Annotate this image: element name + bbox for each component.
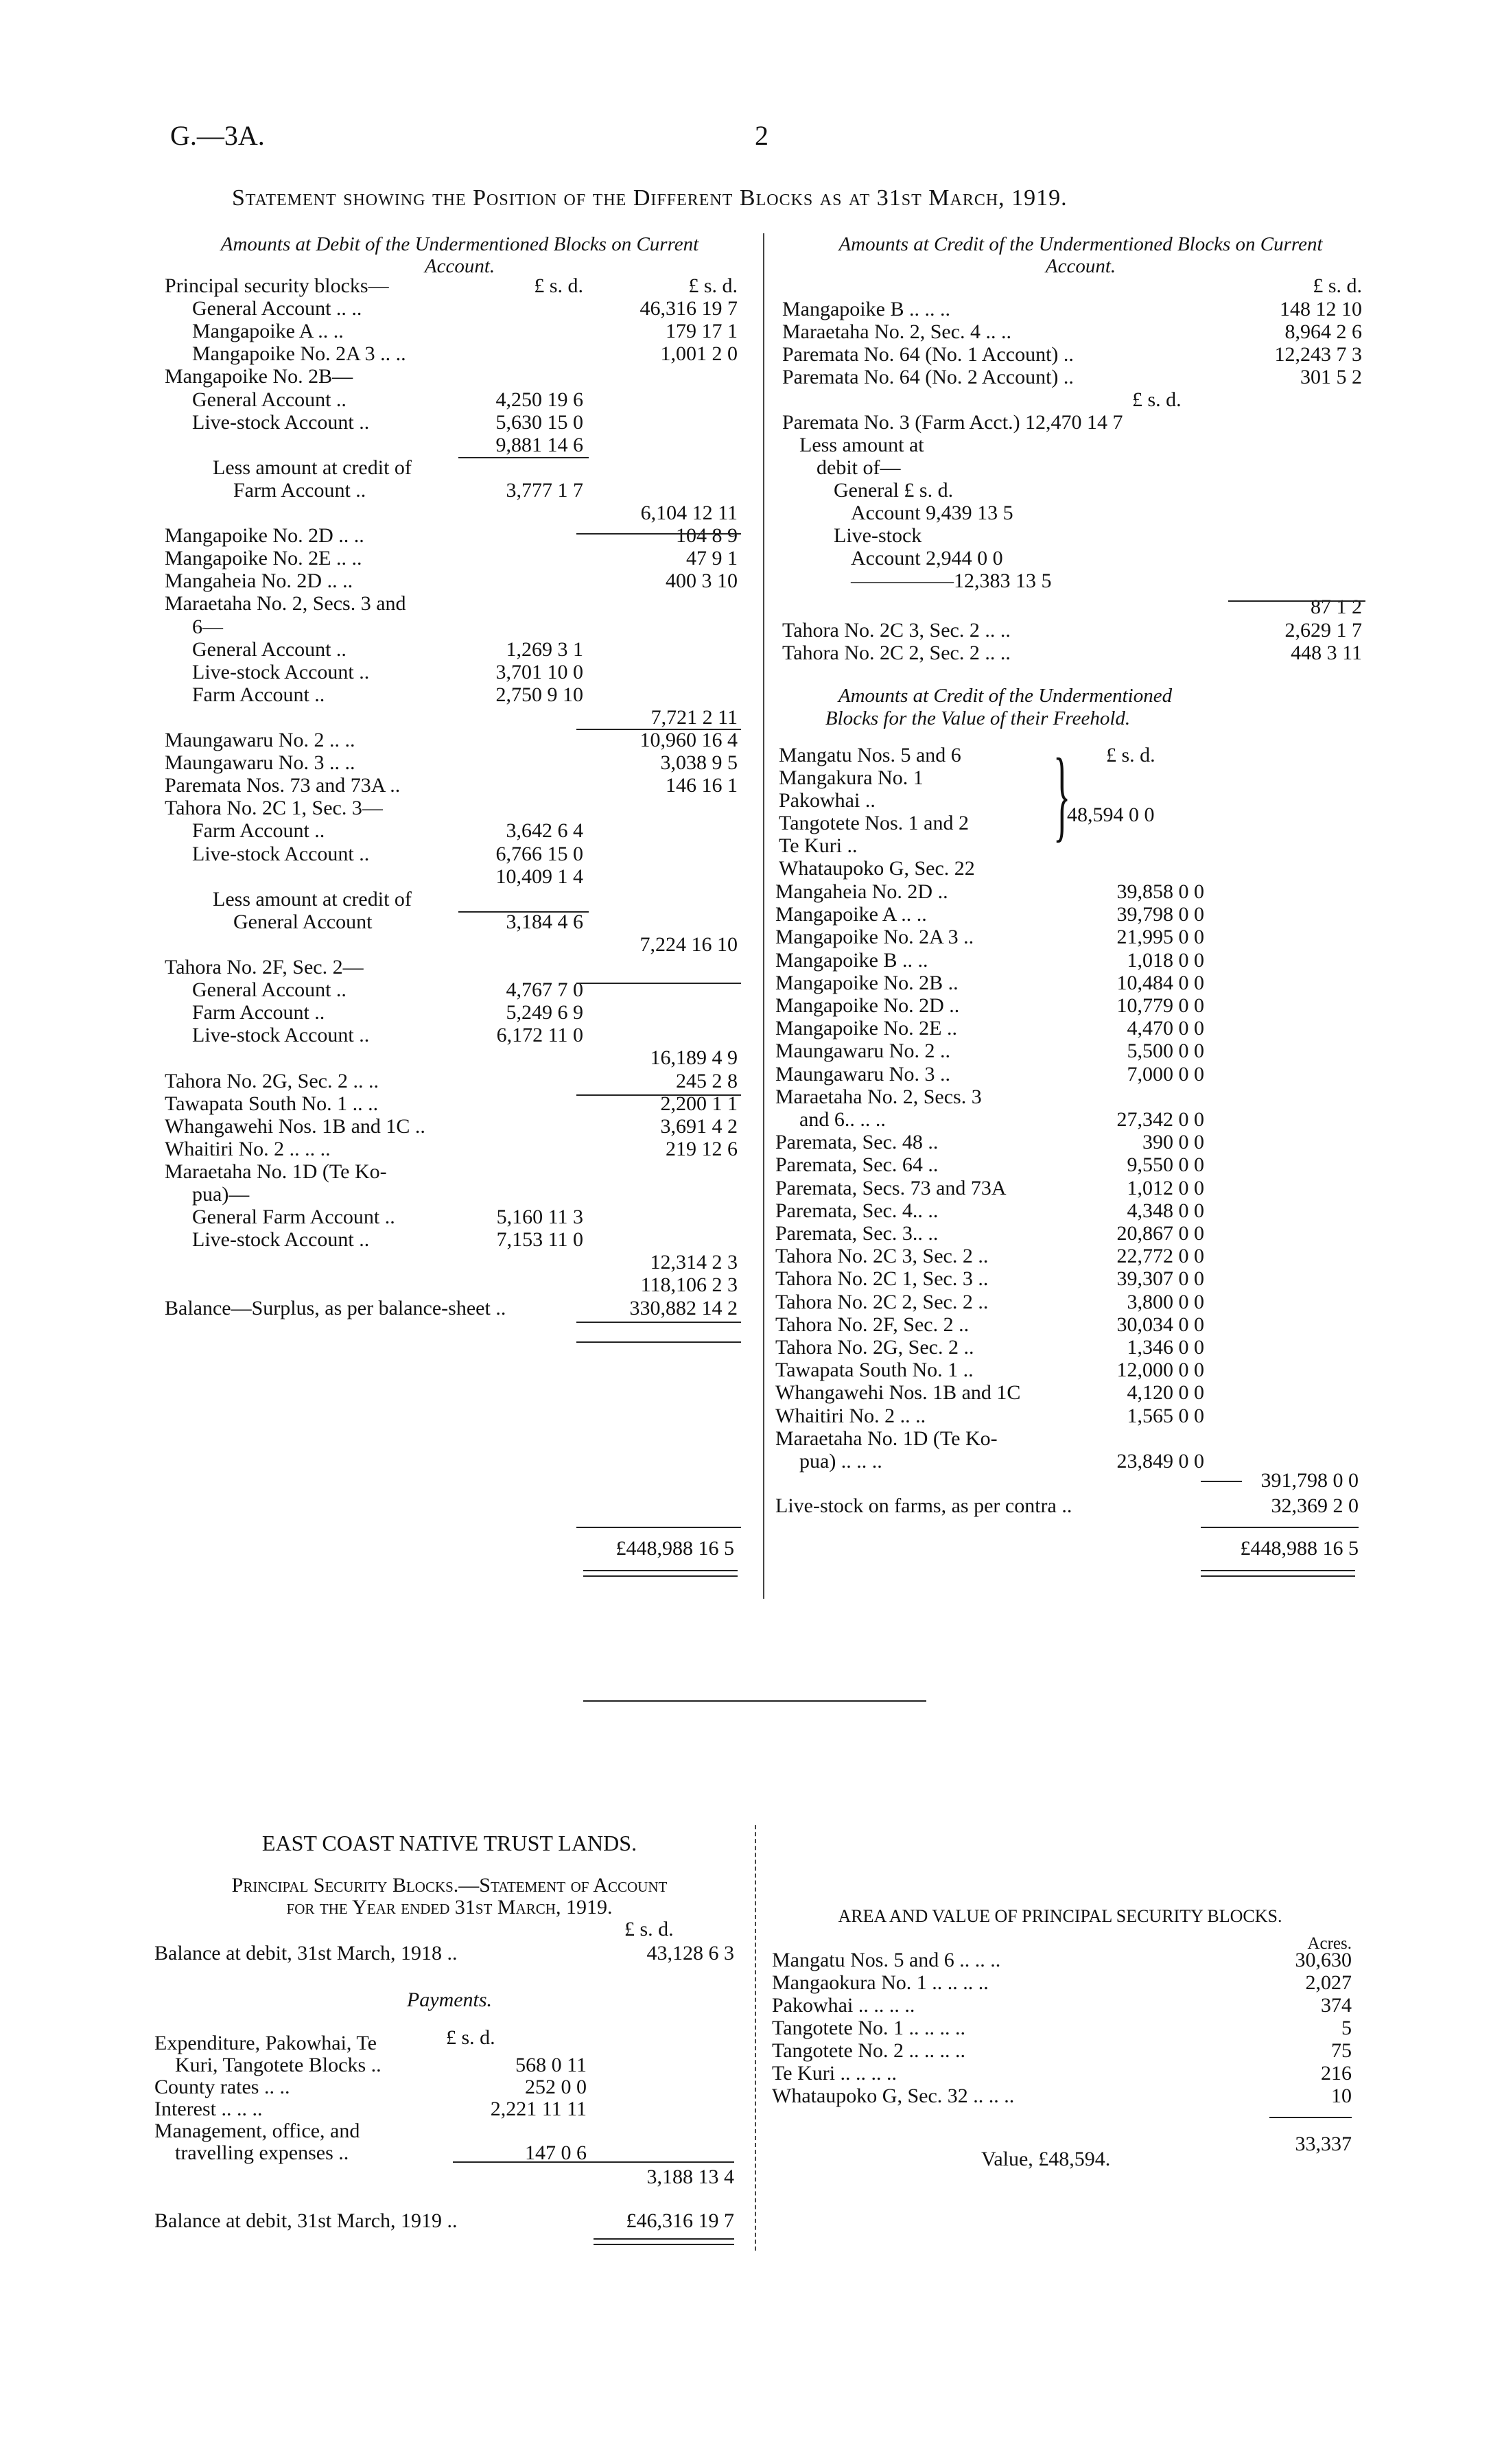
freehold-row-amount: 4,348 0 0 — [1127, 1199, 1204, 1222]
right-row-amount: £ s. d. — [1313, 274, 1362, 297]
left-row-label: General Account .. — [192, 638, 347, 661]
left-row-label: Live-stock Account .. — [192, 661, 370, 683]
left-row-subamount: 6,172 11 0 — [496, 1024, 583, 1046]
right-row-amount: 148 12 10 — [1280, 298, 1362, 320]
area-row-acres: 30,630 — [1295, 1949, 1352, 1971]
left-row-subamount: 3,184 4 6 — [506, 911, 583, 933]
rule — [576, 1322, 741, 1323]
freehold-row-label: Mangapoike No. 2B .. — [775, 972, 959, 994]
double-rule — [1201, 1570, 1355, 1571]
left-row-amount: 2,200 1 1 — [660, 1092, 738, 1115]
double-rule — [1201, 1575, 1355, 1577]
left-row-amount: 1,001 2 0 — [660, 342, 738, 365]
bracket-row-label: Whataupoko G, Sec. 22 — [779, 857, 975, 880]
freehold-row-amount: 390 0 0 — [1142, 1131, 1204, 1153]
right-row-label: Paremata No. 64 (No. 1 Account) .. — [782, 343, 1074, 366]
double-rule — [594, 2244, 734, 2245]
left-row-label: Less amount at credit of — [213, 456, 412, 479]
freehold-row-label: and 6.. .. .. — [799, 1108, 886, 1131]
freehold-heading-2: Blocks for the Value of their Freehold. — [825, 707, 1131, 729]
left-row-label: Live-stock Account .. — [192, 1024, 370, 1046]
freehold-row-amount: 22,772 0 0 — [1116, 1245, 1204, 1267]
rule — [576, 1341, 741, 1343]
right-row-label: Paremata No. 3 (Farm Acct.) 12,470 14 7 — [782, 411, 1123, 434]
freehold-row-label: Whangawehi Nos. 1B and 1C — [775, 1381, 1021, 1404]
rule — [576, 1527, 741, 1528]
freehold-row-amount: 5,500 0 0 — [1127, 1040, 1204, 1062]
right-row-label: Live-stock — [834, 524, 922, 547]
payment-row-amount: 568 0 11 — [515, 2054, 587, 2076]
page-number: 2 — [755, 120, 768, 151]
bracket-row-label: Pakowhai .. — [779, 789, 876, 812]
freehold-total: 391,798 0 0 — [1260, 1469, 1359, 1492]
rule — [453, 2161, 734, 2163]
brace-icon: } — [1053, 738, 1071, 852]
left-row-label: Maungawaru No. 3 .. .. — [165, 751, 355, 774]
area-row-acres: 10 — [1331, 2085, 1352, 2107]
left-row-subamount: 9,881 14 6 — [495, 434, 583, 456]
lower-divider — [755, 1825, 756, 2251]
right-row-amount: 87 1 2 — [1311, 596, 1362, 618]
left-row-label: Farm Account .. — [192, 683, 325, 706]
left-row-subamount: 2,750 9 10 — [495, 683, 583, 706]
right-row-label: debit of— — [817, 456, 901, 479]
left-row-amount: 12,314 2 3 — [650, 1251, 738, 1274]
left-heading: Amounts at Debit of the Undermentioned Blocks on Current — [220, 233, 699, 255]
left-row-label: Live-stock Account .. — [192, 843, 370, 865]
payment-row-label: Interest .. .. .. — [154, 2098, 263, 2120]
right-row-label: £ s. d. — [1132, 388, 1182, 411]
right-row-label: Mangapoike B .. .. .. — [782, 298, 950, 320]
payment-row-label: Kuri, Tangotete Blocks .. — [175, 2054, 381, 2076]
freehold-row-label: Maraetaha No. 2, Secs. 3 — [775, 1086, 982, 1108]
right-row-label: Less amount at — [799, 434, 924, 456]
freehold-row-label: Tawapata South No. 1 .. — [775, 1359, 974, 1381]
left-row-label: 6— — [192, 615, 223, 638]
freehold-row-label: Maungawaru No. 2 .. — [775, 1040, 950, 1062]
left-row-label: Mangapoike No. 2A 3 .. .. — [192, 342, 406, 365]
page-ref: G.—3A. — [170, 120, 265, 151]
area-row-acres: 2,027 — [1305, 1971, 1352, 1994]
left-row-label: Live-stock Account .. — [192, 411, 370, 434]
left-row-amount: 3,691 4 2 — [660, 1115, 738, 1138]
freehold-row-label: Tahora No. 2C 1, Sec. 3 .. — [775, 1267, 989, 1290]
freehold-row-amount: 27,342 0 0 — [1116, 1108, 1204, 1131]
left-row-label: Maraetaha No. 1D (Te Ko- — [165, 1160, 387, 1183]
freehold-row-label: Tahora No. 2G, Sec. 2 .. — [775, 1336, 974, 1359]
ectl-subtitle: Principal Security Blocks.—Statement of Account — [231, 1874, 668, 1897]
freehold-row-label: Mangaheia No. 2D .. — [775, 880, 948, 903]
payment-row-amount: 2,221 11 11 — [490, 2098, 587, 2120]
left-row-amount: 146 16 1 — [666, 774, 738, 797]
right-row-amount: 448 3 11 — [1291, 642, 1362, 664]
payment-row-label: Expenditure, Pakowhai, Te — [154, 2032, 377, 2054]
left-row-label: Mangapoike No. 2E .. .. — [165, 547, 362, 570]
left-row-amount: 104 8 9 — [676, 524, 738, 547]
left-row-label: Tawapata South No. 1 .. .. — [165, 1092, 379, 1115]
left-row-label: Principal security blocks— — [165, 274, 389, 297]
area-row-label: Pakowhai .. .. .. .. — [772, 1994, 915, 2017]
ectl-closing-value: £46,316 19 7 — [626, 2209, 734, 2232]
left-heading-2: Account. — [424, 255, 495, 277]
left-row-label: General Account — [233, 911, 373, 933]
freehold-row-amount: 10,779 0 0 — [1116, 994, 1204, 1017]
area-row-acres: 5 — [1341, 2017, 1352, 2039]
rule — [576, 1094, 741, 1096]
rule — [576, 983, 741, 984]
left-row-label: Mangapoike No. 2D .. .. — [165, 524, 364, 547]
double-rule — [594, 2238, 734, 2240]
bracket-row-label: Tangotete Nos. 1 and 2 — [779, 812, 970, 834]
area-value: Value, £48,594. — [981, 2148, 1111, 2170]
area-total: 33,337 — [1295, 2133, 1352, 2155]
right-row-label: General £ s. d. — [834, 479, 954, 502]
freehold-row-label: Paremata, Sec. 48 .. — [775, 1131, 939, 1153]
payments-heading: Payments. — [406, 1988, 493, 2011]
left-row-label: General Account .. .. — [192, 297, 362, 320]
freehold-row-label: Mangapoike No. 2D .. — [775, 994, 960, 1017]
bracket-row-label: Te Kuri .. — [779, 834, 858, 857]
left-row-label: Paremata Nos. 73 and 73A .. — [165, 774, 401, 797]
payment-row-amount: 147 0 6 — [525, 2142, 587, 2164]
right-row-label: Maraetaha No. 2, Sec. 4 .. .. — [782, 320, 1012, 343]
freehold-col-head: £ s. d. — [1106, 744, 1155, 766]
area-row-label: Tangotete No. 1 .. .. .. .. — [772, 2017, 966, 2039]
left-row-label: Live-stock Account .. — [192, 1228, 370, 1251]
freehold-row-label: Maungawaru No. 3 .. — [775, 1063, 950, 1086]
area-row-acres: 374 — [1321, 1994, 1352, 2017]
double-rule — [583, 1570, 738, 1571]
rule — [576, 729, 741, 730]
freehold-row-amount: 7,000 0 0 — [1127, 1063, 1204, 1086]
ectl-opening-label: Balance at debit, 31st March, 1918 .. — [154, 1942, 458, 1964]
rule — [1201, 1481, 1242, 1482]
left-row-amount: 219 12 6 — [666, 1138, 738, 1160]
left-row-amount: 245 2 8 — [676, 1070, 738, 1092]
ectl-title: EAST COAST NATIVE TRUST LANDS. — [261, 1831, 637, 1855]
freehold-row-label: Whaitiri No. 2 .. .. — [775, 1405, 926, 1427]
freehold-row-amount: 20,867 0 0 — [1116, 1222, 1204, 1245]
freehold-row-amount: 21,995 0 0 — [1116, 926, 1204, 948]
freehold-row-label: Mangapoike B .. .. — [775, 949, 928, 972]
freehold-row-amount: 39,798 0 0 — [1116, 903, 1204, 926]
left-row-label: Maungawaru No. 2 .. .. — [165, 729, 355, 751]
right-row-label: —————12,383 13 5 — [851, 570, 1052, 592]
ectl-opening-value: 43,128 6 3 — [646, 1942, 734, 1964]
right-row-label: Account 9,439 13 5 — [851, 502, 1013, 524]
freehold-row-amount: 23,849 0 0 — [1116, 1450, 1204, 1472]
left-row-subamount: 4,250 19 6 — [495, 388, 583, 411]
left-row-subamount: 10,409 1 4 — [495, 865, 583, 888]
right-heading: Amounts at Credit of the Undermentioned Blocks on Current — [838, 233, 1323, 255]
freehold-row-amount: 3,800 0 0 — [1127, 1291, 1204, 1313]
freehold-row-label: pua) .. .. .. — [799, 1450, 882, 1472]
left-row-amount: 6,104 12 11 — [640, 502, 738, 524]
left-row-label: Balance—Surplus, as per balance-sheet .. — [165, 1297, 506, 1319]
left-row-label: Mangaheia No. 2D .. .. — [165, 570, 353, 592]
livestock-value: 32,369 2 0 — [1271, 1494, 1359, 1517]
left-row-label: Maraetaha No. 2, Secs. 3 and — [165, 592, 406, 615]
freehold-row-label: Paremata, Sec. 4.. .. — [775, 1199, 939, 1222]
left-row-amount: 400 3 10 — [666, 570, 738, 592]
left-row-label: Mangapoike A .. .. — [192, 320, 344, 342]
left-row-amount: 10,960 16 4 — [639, 729, 738, 751]
freehold-row-amount: 1,012 0 0 — [1127, 1177, 1204, 1199]
left-row-subamount: 3,701 10 0 — [495, 661, 583, 683]
column-divider — [763, 233, 764, 1599]
rule — [458, 911, 589, 913]
left-row-amount: 7,224 16 10 — [639, 933, 738, 956]
left-row-label: Farm Account .. — [192, 819, 325, 842]
area-row-label: Mangaokura No. 1 .. .. .. .. — [772, 1971, 989, 1994]
left-row-label: General Account .. — [192, 978, 347, 1001]
freehold-row-label: Tahora No. 2C 3, Sec. 2 .. — [775, 1245, 989, 1267]
rule — [1228, 600, 1365, 602]
payment-row-label: County rates .. .. — [154, 2076, 290, 2098]
freehold-row-amount: 1,346 0 0 — [1127, 1336, 1204, 1359]
freehold-row-label: Mangapoike No. 2E .. — [775, 1017, 957, 1040]
left-row-subamount: 5,249 6 9 — [506, 1001, 583, 1024]
payment-row-label: travelling expenses .. — [175, 2142, 349, 2164]
freehold-row-label: Paremata, Sec. 64 .. — [775, 1153, 939, 1176]
left-row-label: General Farm Account .. — [192, 1206, 395, 1228]
rule — [1269, 2117, 1352, 2118]
left-row-label: Farm Account .. — [233, 479, 366, 502]
rule — [1201, 1527, 1359, 1528]
left-row-subamount: 7,153 11 0 — [496, 1228, 583, 1251]
freehold-row-amount: 10,484 0 0 — [1116, 972, 1204, 994]
area-row-label: Tangotete No. 2 .. .. .. .. — [772, 2039, 966, 2062]
freehold-row-amount: 4,470 0 0 — [1127, 1017, 1204, 1040]
area-row-acres: 75 — [1331, 2039, 1352, 2062]
freehold-row-label: Tahora No. 2F, Sec. 2 .. — [775, 1313, 970, 1336]
freehold-row-label: Tahora No. 2C 2, Sec. 2 .. — [775, 1291, 989, 1313]
ectl-subtitle-2: for the Year ended 31st March, 1919. — [286, 1896, 613, 1919]
right-row-amount: 12,243 7 3 — [1274, 343, 1362, 366]
left-row-label: pua)— — [192, 1183, 250, 1206]
right-row-amount: 2,629 1 7 — [1284, 619, 1362, 642]
left-row-subamount: 5,160 11 3 — [496, 1206, 583, 1228]
right-row-label: Tahora No. 2C 3, Sec. 2 .. .. — [782, 619, 1011, 642]
page-title: Statement showing the Position of the Different Blocks as at 31st March, 1919. — [232, 185, 1068, 211]
right-heading-2: Account. — [1045, 255, 1116, 277]
left-row-amount: 46,316 19 7 — [639, 297, 738, 320]
left-row-amount: 3,038 9 5 — [660, 751, 738, 774]
left-row-amount: 179 17 1 — [666, 320, 738, 342]
area-title: AREA AND VALUE OF PRINCIPAL SECURITY BLOCKS. — [838, 1906, 1282, 1926]
freehold-row-amount: 1,018 0 0 — [1127, 949, 1204, 972]
freehold-row-amount: 39,307 0 0 — [1116, 1267, 1204, 1290]
area-row-label: Mangatu Nos. 5 and 6 .. .. .. — [772, 1949, 1001, 1971]
freehold-row-amount: 4,120 0 0 — [1127, 1381, 1204, 1404]
left-row-label: Mangapoike No. 2B— — [165, 365, 353, 388]
left-row-subamount: 5,630 15 0 — [495, 411, 583, 434]
freehold-row-label: Paremata, Sec. 3.. .. — [775, 1222, 939, 1245]
freehold-row-amount: 30,034 0 0 — [1116, 1313, 1204, 1336]
left-total: £448,988 16 5 — [615, 1537, 734, 1560]
right-total: £448,988 16 5 — [1240, 1537, 1359, 1560]
left-row-label: Less amount at credit of — [213, 888, 412, 911]
ectl-col-head: £ s. d. — [624, 1918, 674, 1940]
freehold-row-label: Mangapoike No. 2A 3 .. — [775, 926, 974, 948]
freehold-row-label: Mangapoike A .. .. — [775, 903, 927, 926]
bracket-row-label: Mangatu Nos. 5 and 6 — [779, 744, 961, 766]
left-row-subamount: 6,766 15 0 — [495, 843, 583, 865]
area-row-label: Te Kuri .. .. .. .. — [772, 2062, 897, 2085]
double-rule — [583, 1575, 738, 1577]
left-row-amount: 47 9 1 — [686, 547, 738, 570]
left-row-label: Whangawehi Nos. 1B and 1C .. — [165, 1115, 425, 1138]
area-unit: Acres. — [1307, 1934, 1352, 1953]
right-row-amount: 301 5 2 — [1300, 366, 1362, 388]
left-row-amount: 16,189 4 9 — [650, 1046, 738, 1069]
ectl-closing-label: Balance at debit, 31st March, 1919 .. — [154, 2209, 458, 2232]
rule — [576, 533, 741, 535]
left-row-label: General Account .. — [192, 388, 347, 411]
left-row-subamount: 3,777 1 7 — [506, 479, 583, 502]
payment-row-label: Management, office, and — [154, 2120, 360, 2142]
right-row-label: Account 2,944 0 0 — [851, 547, 1003, 570]
freehold-row-amount: 12,000 0 0 — [1116, 1359, 1204, 1381]
left-row-label: Tahora No. 2C 1, Sec. 3— — [165, 797, 383, 819]
left-row-label: Tahora No. 2F, Sec. 2— — [165, 956, 364, 978]
left-row-amount: 7,721 2 11 — [650, 706, 738, 729]
left-row-subamount: 4,767 7 0 — [506, 978, 583, 1001]
bracket-value: 48,594 0 0 — [1067, 803, 1155, 826]
area-row-label: Whataupoko G, Sec. 32 .. .. .. — [772, 2085, 1015, 2107]
right-row-label: Tahora No. 2C 2, Sec. 2 .. .. — [782, 642, 1011, 664]
left-row-amount: 330,882 14 2 — [629, 1297, 738, 1319]
area-row-acres: 216 — [1321, 2062, 1352, 2085]
section-separator — [583, 1700, 926, 1702]
payments-total: 3,188 13 4 — [646, 2166, 734, 2188]
freehold-row-amount: 1,565 0 0 — [1127, 1405, 1204, 1427]
ectl-money-head: £ s. d. — [446, 2026, 495, 2049]
payment-row-amount: 252 0 0 — [525, 2076, 587, 2098]
left-row-subamount: 3,642 6 4 — [506, 819, 583, 842]
left-row-label: Farm Account .. — [192, 1001, 325, 1024]
right-row-label: Paremata No. 64 (No. 2 Account) .. — [782, 366, 1074, 388]
left-row-amount: £ s. d. — [688, 274, 738, 297]
bracket-row-label: Mangakura No. 1 — [779, 766, 924, 789]
freehold-heading: Amounts at Credit of the Undermentioned — [838, 685, 1173, 707]
right-row-amount: 8,964 2 6 — [1284, 320, 1362, 343]
freehold-row-label: Maraetaha No. 1D (Te Ko- — [775, 1427, 998, 1450]
left-row-label: Tahora No. 2G, Sec. 2 .. .. — [165, 1070, 379, 1092]
left-row-subamount: £ s. d. — [534, 274, 583, 297]
freehold-row-amount: 39,858 0 0 — [1116, 880, 1204, 903]
freehold-row-amount: 9,550 0 0 — [1127, 1153, 1204, 1176]
livestock-label: Live-stock on farms, as per contra .. — [775, 1494, 1072, 1517]
left-row-amount: 118,106 2 3 — [640, 1274, 738, 1296]
left-row-label: Whaitiri No. 2 .. .. .. — [165, 1138, 331, 1160]
rule — [458, 457, 589, 458]
left-row-subamount: 1,269 3 1 — [506, 638, 583, 661]
freehold-row-label: Paremata, Secs. 73 and 73A — [775, 1177, 1007, 1199]
